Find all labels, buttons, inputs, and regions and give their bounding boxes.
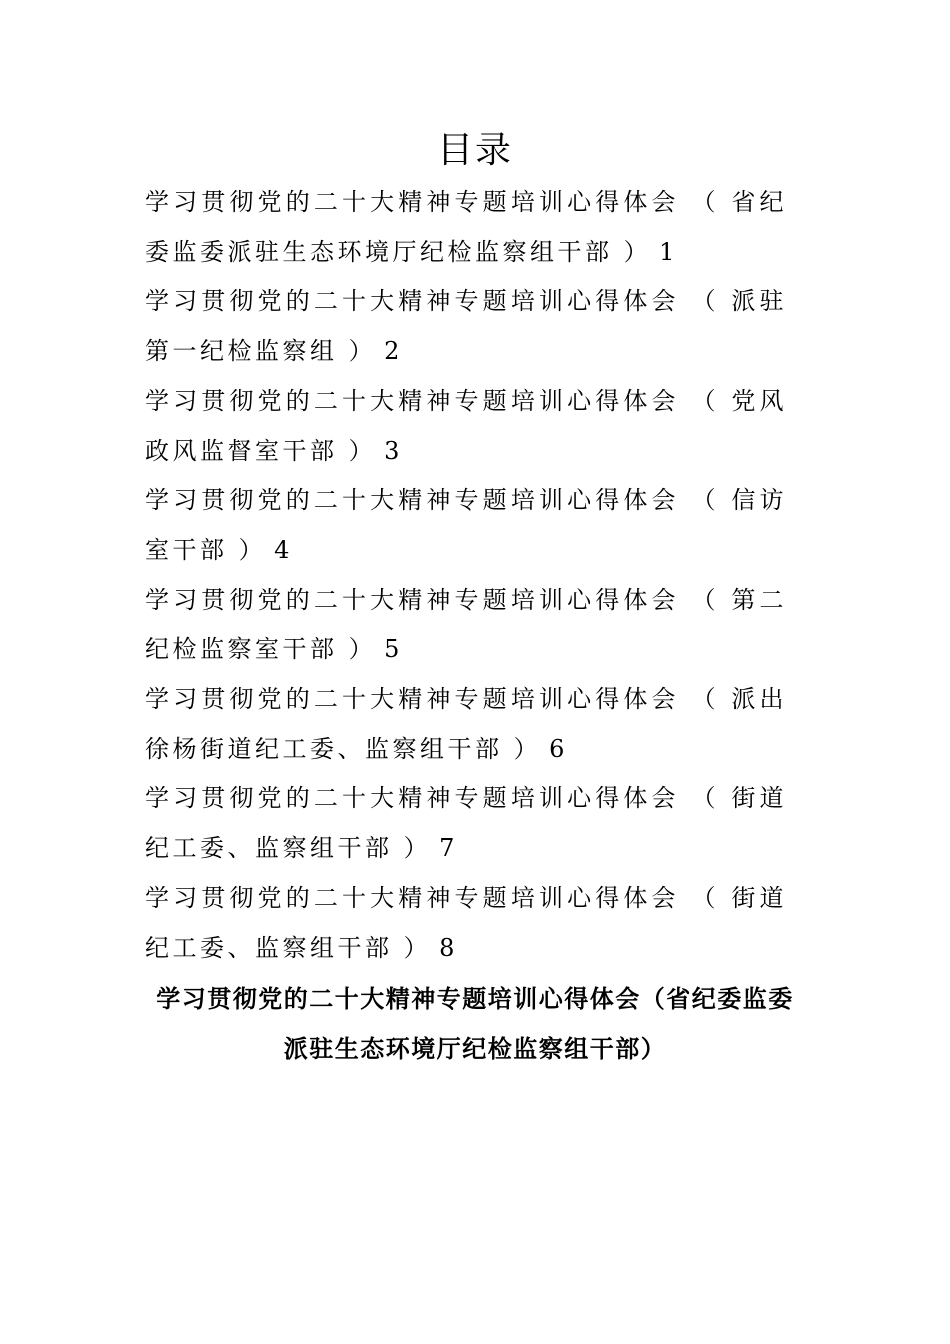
toc-entry-text: 学习贯彻党的二十大精神专题培训心得体会 （ 信访室干部 ） <box>145 486 787 564</box>
section-heading-line: 学习贯彻党的二十大精神专题培训心得体会（省纪委监委 <box>156 985 794 1013</box>
toc-entry-text: 学习贯彻党的二十大精神专题培训心得体会 （ 街道纪工委、监察组干部 ） <box>145 883 787 962</box>
toc-entry-text: 学习贯彻党的二十大精神专题培训心得体会 （ 派驻第一纪检监察组 ） <box>145 287 787 366</box>
toc-entry-page: 6 <box>549 734 568 763</box>
toc-entry-page: 5 <box>384 635 403 664</box>
toc-entry-page: 2 <box>384 337 403 366</box>
toc-entry[interactable] <box>145 774 787 873</box>
toc-title: 目录 <box>436 130 513 171</box>
toc-entry-text: 学习贯彻党的二十大精神专题培训心得体会 （ 省纪委监委派驻生态环境厅纪检监察组干部 ） <box>145 188 787 266</box>
section-heading-line: 派驻生态环境厅纪检监察组干部） <box>283 1035 667 1063</box>
toc-entry-page: 4 <box>274 535 293 564</box>
toc-entry-text: 学习贯彻党的二十大精神专题培训心得体会 （ 党风政风监督室干部 ） <box>145 386 787 465</box>
toc-entry-text: 学习贯彻党的二十大精神专题培训心得体会 （ 第二纪检监察室干部 ） <box>145 585 787 664</box>
toc-entry[interactable] <box>145 576 787 675</box>
toc-entry[interactable] <box>145 675 787 774</box>
toc-entry[interactable] <box>145 277 787 376</box>
section-heading <box>150 974 800 1074</box>
toc-entry[interactable] <box>145 178 787 277</box>
toc-entry-text: 学习贯彻党的二十大精神专题培训心得体会 （ 街道纪工委、监察组干部 ） <box>145 784 787 863</box>
toc-entry[interactable] <box>145 874 787 973</box>
toc-entry-page: 1 <box>659 237 678 266</box>
toc-entry-text: 学习贯彻党的二十大精神专题培训心得体会 （ 派出徐杨街道纪工委、监察组干部 ） <box>145 685 787 763</box>
toc-entry[interactable] <box>145 377 787 476</box>
toc-list <box>145 178 787 973</box>
toc-entry[interactable] <box>145 476 787 575</box>
toc-entry-page: 3 <box>384 436 403 465</box>
toc-entry-page: 8 <box>439 933 458 962</box>
toc-entry-page: 7 <box>439 834 458 863</box>
